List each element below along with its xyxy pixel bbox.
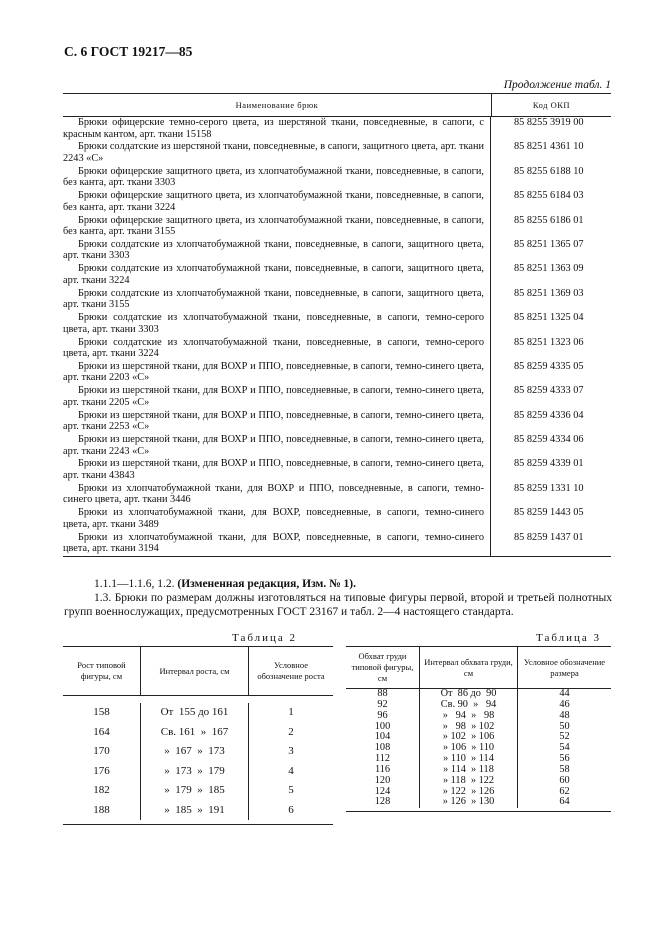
height-interval-cell: » 173 » 179: [164, 764, 225, 777]
trousers-name: Брюки из шерстяной ткани, для ВОХР и ППО, повседневные, в сапоги, темно-синего цвета, арт. ткани 2253 «С»: [63, 410, 491, 434]
chest-interval-cell: » 106 » 110: [442, 742, 495, 754]
typical-chest-cell: 100: [374, 720, 391, 732]
size-code-cell: 44: [559, 688, 570, 699]
okp-code: 85 8259 4339 01: [514, 458, 584, 470]
size-code-cell: 62: [559, 785, 570, 797]
amendment-note-bold: (Измененная редакция, Изм. № 1).: [177, 578, 357, 590]
table-row: [63, 141, 611, 165]
height-interval-cell: Св. 161 » 167: [160, 725, 229, 738]
trousers-name: Брюки солдатские из хлопчатобумажной ткани, повседневные, в сапоги, темно-серого цвета, арт. ткани 3303: [63, 312, 491, 336]
amendment-note-prefix: 1.1.1—1.1.6, 1.2.: [94, 578, 178, 590]
chest-interval-cell: » 122 » 126: [442, 785, 495, 797]
height-code-cell: 3: [288, 745, 294, 757]
height-code-cell: 6: [288, 803, 294, 816]
column-header-name: Наименование брюк: [63, 94, 492, 116]
chest-interval-cell: » 94 » 98: [442, 709, 495, 721]
typical-chest-cell: 128: [374, 796, 391, 808]
trousers-name: Брюки из хлопчатобумажной ткани, для ВОХР, повседневные, в сапоги, темно-синего цвета, арт. ткани 3489: [63, 507, 491, 531]
okp-code: 85 8251 1369 03: [514, 287, 584, 299]
typical-height-cell: 182: [93, 784, 110, 796]
trousers-name: Брюки из шерстяной ткани, для ВОХР и ППО, повседневные, в сапоги, темно-синего цвета, арт. ткани 2205 «С»: [63, 385, 491, 409]
size-code-cell: 54: [559, 742, 570, 754]
okp-code: 85 8255 6188 10: [514, 165, 584, 177]
height-col-header-2: Интервал роста, см: [141, 647, 249, 695]
chest-table-body: [346, 689, 611, 811]
typical-chest-cell: 124: [374, 785, 391, 797]
typical-height-cell: 170: [93, 745, 110, 757]
typical-chest-cell: 104: [374, 731, 391, 743]
table-continuation-caption: Продолжение табл. 1: [503, 79, 611, 91]
trousers-table-body: [63, 117, 611, 556]
chest-interval-cell: » 114 » 118: [443, 763, 494, 775]
height-col-header-1: Рост типовой фигуры, см: [63, 647, 141, 695]
typical-chest-cell: 112: [374, 753, 391, 765]
table2-label: Таблица 2: [232, 632, 298, 644]
height-col-header-3: Условное обозначение роста: [257, 660, 325, 681]
okp-code: 85 8251 1323 06: [514, 336, 584, 348]
height-table-body: [63, 696, 333, 824]
size-code-cell: 56: [559, 753, 570, 765]
table-row: [63, 288, 611, 312]
height-table-header: [63, 647, 333, 696]
okp-code: 85 8251 1363 09: [514, 263, 584, 275]
chest-table: [346, 646, 611, 812]
chest-table-header: [346, 647, 611, 689]
trousers-name: Брюки офицерские темно-серого цвета, из шерстяной ткани, повседневные, в сапоги, с красным кантом, арт. ткани 15158: [63, 117, 491, 141]
trousers-name: Брюки из шерстяной ткани, для ВОХР и ППО, повседневные, в сапоги, темно-синего цвета, арт. ткани 2203 «С»: [63, 361, 491, 385]
okp-code: 85 8255 6186 01: [514, 214, 584, 226]
okp-code: 85 8251 1325 04: [514, 312, 584, 324]
okp-code: 85 8251 1365 07: [514, 238, 584, 250]
okp-code: 85 8259 4334 06: [514, 434, 584, 446]
table-row: [63, 361, 611, 385]
chest-interval-cell: » 118 » 122: [442, 774, 495, 786]
okp-code: 85 8251 4361 10: [514, 141, 584, 153]
trousers-name: Брюки солдатские из хлопчатобумажной ткани, повседневные, в сапоги, защитного цвета, арт. ткани 3303: [63, 239, 491, 263]
table-row: [63, 312, 611, 336]
typical-chest-cell: 88: [377, 688, 388, 699]
table-row: [63, 190, 611, 214]
typical-chest-cell: 116: [374, 763, 391, 775]
size-code-cell: 50: [559, 720, 570, 732]
size-code-cell: 48: [559, 709, 570, 721]
okp-code: 85 8259 1331 10: [514, 482, 584, 494]
chest-interval-cell: » 126 » 130: [442, 796, 495, 808]
height-interval-cell: » 167 » 173: [164, 745, 225, 757]
chest-col-3: [518, 689, 611, 808]
chest-interval-cell: Св. 90 » 94: [440, 698, 497, 710]
table-row: [63, 483, 611, 507]
table3-label: Таблица 3: [536, 632, 602, 644]
height-col-1: [63, 703, 141, 820]
typical-height-cell: 158: [93, 706, 110, 718]
trousers-name: Брюки офицерские защитного цвета, из хлопчатобумажной ткани, повседневные, в сапоги, без канта, арт. ткани 3224: [63, 190, 491, 214]
chest-col-2: [420, 689, 518, 808]
trousers-name: Брюки офицерские защитного цвета, из хлопчатобумажной ткани, повседневные, в сапоги, без канта, арт. ткани 3303: [63, 166, 491, 190]
chest-col-header-1: Обхват груди типовой фигуры, см: [346, 647, 420, 688]
okp-code: 85 8259 4335 05: [514, 360, 584, 372]
trousers-name: Брюки из хлопчатобумажной ткани, для ВОХР, повседневные, в сапоги, темно-синего цвета, арт. ткани 3194: [63, 532, 491, 556]
table-row: [63, 507, 611, 531]
okp-code: 85 8259 1443 05: [514, 507, 584, 519]
height-interval-cell: » 185 » 191: [164, 803, 225, 816]
trousers-table: [63, 93, 611, 557]
typical-chest-cell: 120: [374, 774, 391, 786]
table-row: [63, 434, 611, 458]
table-row: [63, 337, 611, 361]
trousers-name: Брюки из хлопчатобумажной ткани, для ВОХР и ППО, повседневные, в сапоги, темно-синего цвета, арт. ткани 3446: [63, 483, 491, 507]
table-row: [63, 458, 611, 482]
typical-height-cell: 176: [93, 764, 110, 777]
chest-interval-cell: » 98 » 102: [442, 720, 495, 732]
trousers-name: Брюки солдатские из хлопчатобумажной ткани, повседневные, в сапоги, темно-серого цвета, арт. ткани 3224: [63, 337, 491, 361]
table-row: [63, 532, 611, 556]
trousers-name: Брюки солдатские из хлопчатобумажной ткани, повседневные, в сапоги, защитного цвета, арт. ткани 3224: [63, 263, 491, 287]
height-code-cell: 5: [288, 784, 294, 796]
typical-chest-cell: 96: [377, 709, 388, 721]
typical-height-cell: 164: [93, 725, 110, 738]
trousers-name: Брюки из шерстяной ткани, для ВОХР и ППО, повседневные, в сапоги, темно-синего цвета, арт. ткани 43843: [63, 458, 491, 482]
chest-interval-cell: » 110 » 114: [443, 753, 494, 765]
clause-1-3: 1.3. Брюки по размерам должны изготовляться на типовые фигуры первой, второй и третьей полнотных групп военнослужащих, предусмотренных ГОСТ 23167 и табл. 2—4 настоящего стандарта.: [64, 592, 612, 618]
typical-chest-cell: 92: [377, 698, 388, 710]
table-row: [63, 215, 611, 239]
table-row: [63, 166, 611, 190]
trousers-table-header: [63, 94, 611, 117]
trousers-name: Брюки солдатские из шерстяной ткани, повседневные, в сапоги, защитного цвета, арт. ткани 2243 «С»: [63, 141, 491, 165]
height-table: [63, 646, 333, 825]
size-code-cell: 46: [559, 698, 570, 710]
typical-chest-cell: 108: [374, 742, 391, 754]
chest-interval-cell: От 86 до 90: [440, 688, 497, 699]
size-code-cell: 64: [559, 796, 570, 808]
chest-col-header-2: Интервал обхвата груди, см: [420, 647, 518, 688]
chest-col-header-3: Условное обозначение размера: [523, 656, 606, 678]
height-interval-cell: » 179 » 185: [164, 784, 225, 796]
size-code-cell: 52: [559, 731, 570, 743]
chest-col-1: [346, 689, 420, 808]
height-col-3: [249, 703, 333, 820]
height-col-2: [141, 703, 249, 820]
size-code-cell: 60: [559, 774, 570, 786]
okp-code: 85 8259 4336 04: [514, 409, 584, 421]
typical-height-cell: 188: [93, 803, 110, 816]
table-row: [63, 263, 611, 287]
okp-code: 85 8255 6184 03: [514, 190, 584, 202]
table-row: [63, 410, 611, 434]
trousers-name: Брюки офицерские защитного цвета, из хлопчатобумажной ткани, повседневные, в сапоги, без канта, арт. ткани 3155: [63, 215, 491, 239]
table-row: [63, 239, 611, 263]
table-row: [63, 117, 611, 141]
chest-interval-cell: » 102 » 106: [442, 731, 495, 743]
size-code-cell: 58: [559, 763, 570, 775]
height-code-cell: 2: [288, 725, 294, 738]
height-code-cell: 4: [288, 764, 294, 777]
column-header-code: Код ОКП: [532, 100, 571, 110]
okp-code: 85 8259 4333 07: [514, 385, 584, 397]
table-row: [63, 385, 611, 409]
page-header: С. 6 ГОСТ 19217—85: [64, 44, 193, 59]
trousers-name: Брюки из шерстяной ткани, для ВОХР и ППО, повседневные, в сапоги, темно-синего цвета, арт. ткани 2243 «С»: [63, 434, 491, 458]
trousers-name: Брюки солдатские из хлопчатобумажной ткани, повседневные, в сапоги, защитного цвета, арт. ткани 3155: [63, 288, 491, 312]
height-code-cell: 1: [288, 706, 294, 718]
okp-code: 85 8259 1437 01: [514, 531, 584, 543]
amendment-note: [64, 577, 612, 591]
height-interval-cell: От 155 до 161: [160, 706, 229, 718]
okp-code: 85 8255 3919 00: [514, 117, 584, 128]
